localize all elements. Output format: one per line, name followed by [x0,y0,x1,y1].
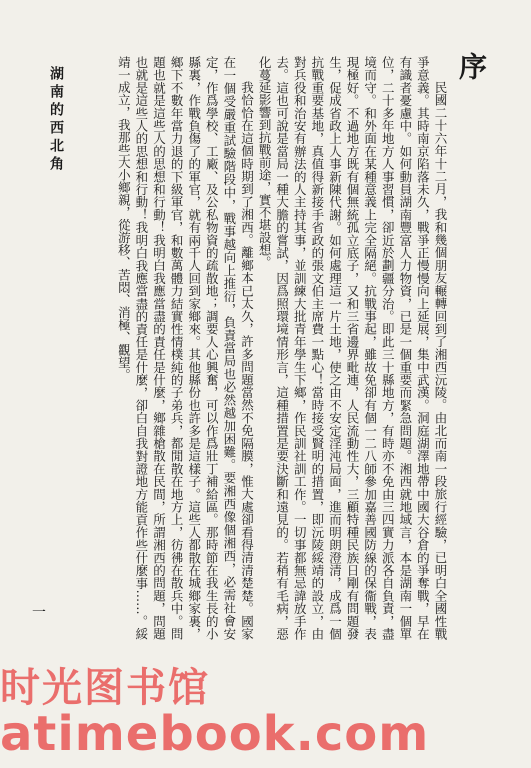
paragraph-1: 民國二十六年十二月，我和幾個朋友輾轉回到了湘西沅陵。由北而南一段旅行經驗，已明白全國性戰爭意義。其時南京陷落未久，戰爭正慢慢向上延展，集中武漢。洞庭湖澤地帶中國大谷倉的爭奪戰，早在有識者憂慮中。如何動員湖南豐富人力物資，已是一個重要而緊急問題。湘西就地域言，本是湖南一個單位，二十多年地方人事習慣，卻近於劃疆分治。即此三十縣地方，有時亦不免由三四實力派各自負責，盡境而守。和外面在某種意義上完全隔絕。抗戰事起，雖故免卻有個一二八師參加嘉善國防線的保衞戰，表現極好。不過地方既有個無統孤立底子，又和三省邊界毗連，人民流動性大，三顧特種民族日剛有問題發生，促成省政上人事新陳代謝。如何處理這一片土地，使之由不安定淫沌局面，進而明朗澄清，成爲一個抗戰重要基地，真值得新接手省政的張文伯主席費一點心！當時接受賢明的措置，即沅陵綏靖的設立，由對兵役和治安有辦法的人主持其事，並訓練大批青年學生下鄉，作民訓社訓工作。一切事都無忌諱放手作去。這也可說是當局一種大膽的嘗試，因爲照環境情形言，這種措置是要決斷和遠見的。若稍有毛病，惡化蔓延影響到抗戰前途，實不堪設想。 [257,56,448,640]
running-head: 湖南的西北角 [48,66,64,174]
watermark-en: atimebook.com [0,706,430,762]
paragraph-2: 我恰恰在這個時期到了湘西。離鄉本已太久，許多問題當然不免隔膜，惟大處卻看得清清楚楚。國家在一個受嚴重試驗階段中，戰事越向上推衍，負責當局也必然越加困難。要湘西像個湘西，必需社會安定，作爲學校、工廠、及公私物資的疏散地；調要人心興奮，可以作爲壯丁補給區。那時節在我生長的小縣裏，作戰負傷了的軍官，就有兩千人回到家鄉來。其他縣份也許多是這樣子。這些人都散在城鄉家裏，鄉下不數年當力退的下級軍官，和數萬體力結實性情樸純的子弟兵，都閒散在地方上，彷彿在散兵中。問題也就是這些人的思想和行動！我明白我應當盡的責任是什麼，鄉雜槍散在民間，所謂湘西的問題，問題也就是這些人的思想和行動！我明白我應當盡的責任是什麼，卻白自我對證地方能貢作些什麼事……。綏靖一成立，我那些大小鄉親，從游移、苦悶、消極、觀望。 [116,56,255,640]
watermark-cn: 时光图书馆 [0,665,210,711]
chapter-title: 序 [455,52,488,82]
body-text [69,56,449,640]
page-number: 一 [32,605,46,621]
site-watermark [0,648,531,768]
